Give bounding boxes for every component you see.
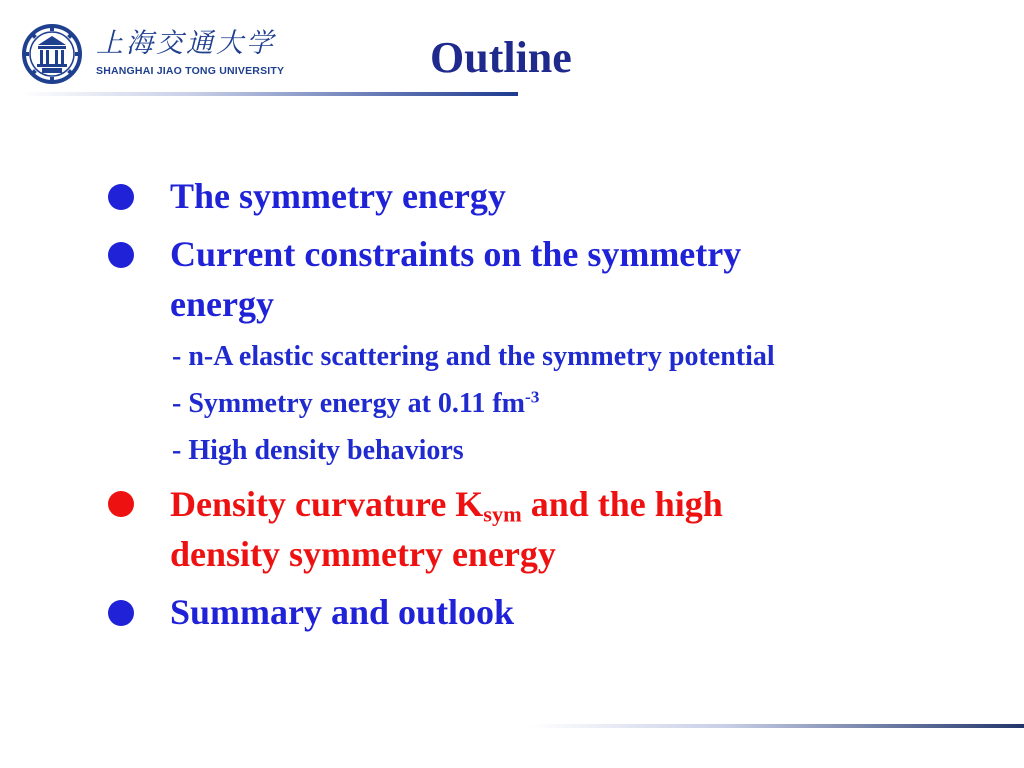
- bullet-item-text: Density curvature K: [170, 484, 484, 524]
- sub-item-text: - Symmetry energy at 0.11 fm: [172, 388, 526, 419]
- bullet-icon: [108, 491, 134, 517]
- header-divider: [20, 92, 518, 96]
- bullet-item-subscript: sym: [483, 501, 522, 527]
- university-name-chinese: 上海交通大学: [96, 28, 276, 59]
- bullet-icon: [108, 600, 134, 626]
- bullet-icon: [108, 184, 134, 210]
- sub-item: - High density behaviors: [172, 435, 464, 466]
- page-title: Outline: [430, 33, 572, 82]
- bullet-item: The symmetry energy: [170, 176, 506, 216]
- sub-item-superscript: -3: [525, 387, 540, 407]
- bullet-item: [170, 480, 723, 528]
- bullet-item-continuation: energy: [170, 284, 274, 324]
- footer-divider: [530, 724, 1024, 728]
- sub-item: [172, 387, 539, 421]
- bullet-item: Current constraints on the symmetry: [170, 234, 742, 274]
- sub-item: - n-A elastic scattering and the symmetry potential: [172, 341, 775, 372]
- bullet-item-continuation: density symmetry energy: [170, 534, 556, 574]
- sjtu-emblem-icon: [22, 24, 82, 84]
- bullet-item: Summary and outlook: [170, 592, 515, 632]
- bullet-item-text: and the high: [521, 484, 723, 524]
- bullet-icon: [108, 242, 134, 268]
- university-name-english: SHANGHAI JIAO TONG UNIVERSITY: [96, 65, 285, 77]
